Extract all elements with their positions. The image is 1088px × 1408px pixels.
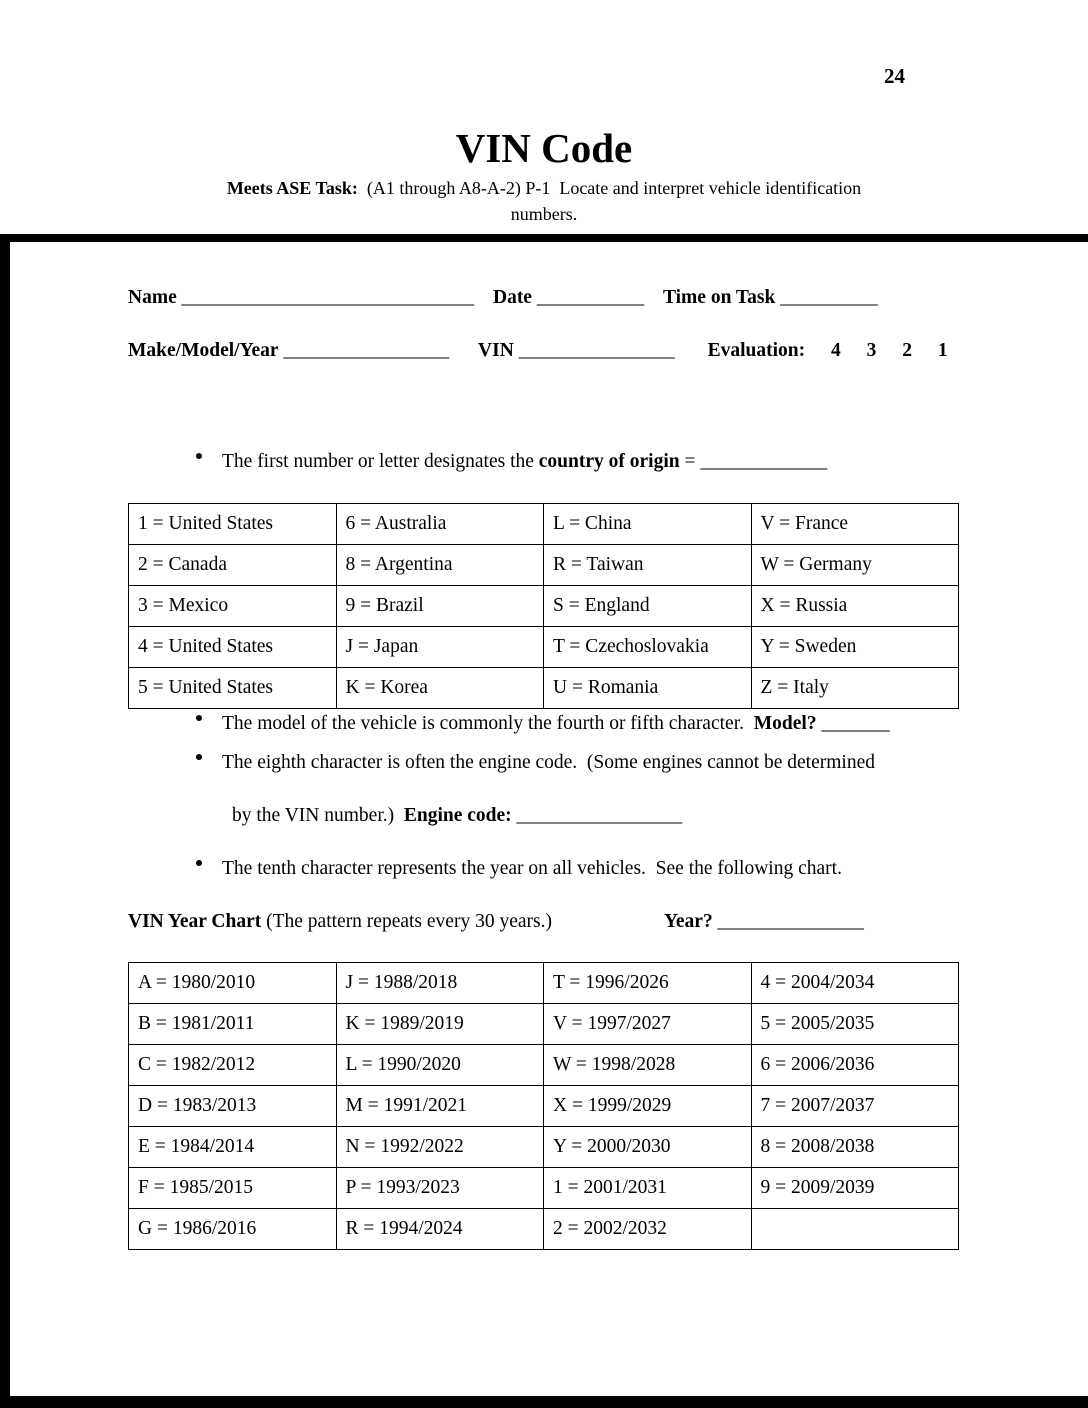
table-row (129, 668, 959, 709)
bullet-2-text: The model of the vehicle is commonly the fourth or fifth character. (222, 713, 754, 734)
table-cell: Y = 2000/2030 (544, 1127, 752, 1168)
table-row (129, 963, 959, 1004)
bullet-icon (196, 860, 202, 866)
table-cell: T = Czechoslovakia (544, 627, 752, 668)
form-line-name-date-time (128, 287, 878, 309)
make-model-year-label: Make/Model/Year (128, 340, 279, 361)
name-label: Name (128, 287, 177, 308)
vin-year-chart-label: VIN Year Chart (128, 911, 262, 932)
country-of-origin-label: country of origin (538, 451, 680, 472)
bullet-model (196, 713, 986, 735)
year-blank: _______________ (712, 911, 864, 932)
table-cell: K = 1989/2019 (336, 1004, 544, 1045)
table-cell: U = Romania (544, 668, 752, 709)
vin-blank: ________________ (518, 340, 675, 361)
evaluation-value-3: 3 (866, 340, 877, 361)
table-cell: G = 1986/2016 (129, 1209, 337, 1250)
table-cell: 2 = 2002/2032 (544, 1209, 752, 1250)
table-cell: J = Japan (336, 627, 544, 668)
page-title: VIN Code (455, 125, 633, 171)
form-line-make-vin-eval (128, 340, 948, 362)
table-cell: 5 = United States (129, 668, 337, 709)
table-cell: X = Russia (751, 586, 959, 627)
table-cell: 4 = 2004/2034 (751, 963, 959, 1004)
table-row (129, 1209, 959, 1250)
year-table-body (129, 963, 959, 1250)
table-cell: X = 1999/2029 (544, 1086, 752, 1127)
table-row (129, 1004, 959, 1045)
country-of-origin-table (128, 503, 959, 709)
bullet-3-line2: by the VIN number.) (232, 805, 404, 826)
make-model-year-blank: _________________ (283, 340, 450, 361)
model-blank: _______ (816, 713, 890, 734)
table-cell: E = 1984/2014 (129, 1127, 337, 1168)
scan-border-left (0, 234, 10, 1408)
ase-task-text: (A1 through A8-A-2) P-1 Locate and interpret vehicle identification (357, 178, 862, 198)
table-cell: 8 = 2008/2038 (751, 1127, 959, 1168)
table-cell: J = 1988/2018 (336, 963, 544, 1004)
date-blank: ___________ (536, 287, 645, 308)
name-blank: ______________________________ (181, 287, 475, 308)
table-cell: Z = Italy (751, 668, 959, 709)
table-cell: 7 = 2007/2037 (751, 1086, 959, 1127)
ase-task-line (0, 178, 1088, 199)
table-row (129, 627, 959, 668)
table-cell: S = England (544, 586, 752, 627)
bullet-country-of-origin (196, 451, 986, 473)
table-cell: V = 1997/2027 (544, 1004, 752, 1045)
bullet-3-line1: The eighth character is often the engine code. (Some engines cannot be determined (222, 752, 875, 773)
ase-task-label: Meets ASE Task: (226, 178, 358, 198)
table-cell: D = 1983/2013 (129, 1086, 337, 1127)
table-cell: 6 = Australia (336, 504, 544, 545)
engine-code-blank: _________________ (511, 805, 683, 826)
model-label: Model? (753, 713, 817, 734)
table-cell: 4 = United States (129, 627, 337, 668)
table-cell: 3 = Mexico (129, 586, 337, 627)
table-cell: B = 1981/2011 (129, 1004, 337, 1045)
table-row (129, 1086, 959, 1127)
country-table-body (129, 504, 959, 709)
table-cell: N = 1992/2022 (336, 1127, 544, 1168)
bullet-icon (196, 754, 202, 760)
table-cell (751, 1209, 959, 1250)
table-cell: R = 1994/2024 (336, 1209, 544, 1250)
table-row (129, 504, 959, 545)
ase-task-line2: numbers. (510, 204, 578, 224)
table-cell: 2 = Canada (129, 545, 337, 586)
table-row (129, 586, 959, 627)
table-cell: V = France (751, 504, 959, 545)
year-label: Year? (663, 911, 713, 932)
bullet-engine-code (196, 752, 986, 774)
table-cell: 1 = United States (129, 504, 337, 545)
vin-year-chart-heading (128, 911, 864, 933)
bullet-engine-code-line2 (232, 805, 682, 827)
bullet-1-text: The first number or letter designates the (222, 451, 539, 472)
horizontal-rule (0, 234, 1088, 242)
table-cell: P = 1993/2023 (336, 1168, 544, 1209)
time-on-task-blank: __________ (780, 287, 878, 308)
table-cell: 6 = 2006/2036 (751, 1045, 959, 1086)
table-cell: 1 = 2001/2031 (544, 1168, 752, 1209)
table-cell: A = 1980/2010 (129, 963, 337, 1004)
bullet-4-text: The tenth character represents the year on all vehicles. See the following chart. (222, 858, 842, 879)
table-row (129, 1168, 959, 1209)
table-cell: 9 = 2009/2039 (751, 1168, 959, 1209)
table-cell: R = Taiwan (544, 545, 752, 586)
scan-border-bottom (0, 1396, 1088, 1408)
table-cell: 9 = Brazil (336, 586, 544, 627)
table-cell: C = 1982/2012 (129, 1045, 337, 1086)
table-cell: F = 1985/2015 (129, 1168, 337, 1209)
evaluation-value-2: 2 (902, 340, 912, 361)
evaluation-value-1: 1 (937, 340, 948, 361)
evaluation-label: Evaluation: (707, 340, 806, 361)
evaluation-value-4: 4 (830, 340, 841, 361)
table-cell: Y = Sweden (751, 627, 959, 668)
bullet-tenth-character (196, 858, 986, 880)
table-cell: M = 1991/2021 (336, 1086, 544, 1127)
table-cell: 8 = Argentina (336, 545, 544, 586)
table-cell: L = 1990/2020 (336, 1045, 544, 1086)
vin-year-table (128, 962, 959, 1250)
date-label: Date (492, 287, 532, 308)
time-on-task-label: Time on Task (662, 287, 776, 308)
table-cell: T = 1996/2026 (544, 963, 752, 1004)
vin-year-chart-note: (The pattern repeats every 30 years.) (261, 911, 552, 932)
table-cell: W = 1998/2028 (544, 1045, 752, 1086)
table-row (129, 1045, 959, 1086)
table-cell: L = China (544, 504, 752, 545)
bullet-icon (196, 715, 202, 721)
vin-label: VIN (478, 340, 514, 361)
engine-code-label: Engine code: (403, 805, 512, 826)
table-row (129, 545, 959, 586)
table-row (129, 1127, 959, 1168)
country-of-origin-blank: _____________ (700, 451, 828, 472)
table-cell: K = Korea (336, 668, 544, 709)
page-number: 24 (884, 64, 905, 88)
table-cell: W = Germany (751, 545, 959, 586)
bullet-1-equals: = (679, 451, 701, 472)
bullet-icon (196, 453, 202, 459)
table-cell: 5 = 2005/2035 (751, 1004, 959, 1045)
